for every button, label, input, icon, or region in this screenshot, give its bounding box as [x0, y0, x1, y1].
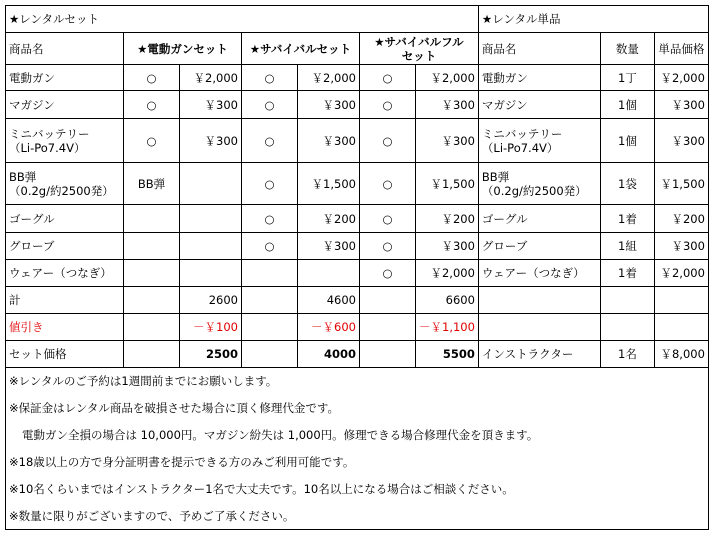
set3-price: ￥2,000: [416, 260, 479, 287]
note-row: [6, 368, 709, 395]
set-price-label: セット価格: [6, 341, 124, 368]
set3-mark: ○: [360, 233, 416, 260]
set2-price: ￥300: [298, 233, 360, 260]
set3-price: ￥300: [416, 119, 479, 163]
single-product-header: 商品名: [478, 33, 600, 65]
column-header-row: [6, 33, 709, 65]
set1-mark: BB弾: [124, 163, 180, 205]
rental-set-heading: ★レンタルセット: [6, 6, 479, 33]
set3-mark: ○: [360, 91, 416, 119]
single-qty: 1着: [600, 205, 654, 233]
instructor-name: インストラクター: [478, 341, 600, 368]
set2-mark: [242, 260, 298, 287]
set1-mark: ○: [124, 91, 180, 119]
single-item-name: [478, 119, 600, 163]
single-price: ￥2,000: [654, 260, 708, 287]
single-item-name-line2: （0.2g/約2500発）: [481, 183, 587, 198]
note-text: ※レンタルのご予約は1週間前までにお願いします。: [6, 368, 709, 395]
table-row: [6, 65, 709, 91]
single-qty: 1個: [600, 91, 654, 119]
set2-price: [298, 260, 360, 287]
item-name: グローブ: [6, 233, 124, 260]
single-qty: 1組: [600, 233, 654, 260]
single-qty: 1着: [600, 260, 654, 287]
set1-mark: [124, 260, 180, 287]
set3-price: ￥300: [416, 233, 479, 260]
unit-price-header: 単品価格: [654, 33, 708, 65]
single-price: ￥300: [654, 119, 708, 163]
note-row: [6, 503, 709, 530]
set3-header-line1: ★サバイバルフル: [374, 34, 464, 49]
table-row: [6, 91, 709, 119]
total-label: 計: [6, 287, 124, 314]
rental-price-sheet: [5, 5, 709, 530]
item-name: [6, 163, 124, 205]
single-price: ￥300: [654, 233, 708, 260]
set3-header: [360, 33, 479, 65]
set3-total: 6600: [416, 287, 479, 314]
set1-price: ￥300: [180, 91, 242, 119]
set1-price: ￥2,000: [180, 65, 242, 91]
set2-price-final: 4000: [298, 341, 360, 368]
single-price: ￥1,500: [654, 163, 708, 205]
set3-header-line2: セット: [401, 48, 437, 63]
set2-price: ￥300: [298, 91, 360, 119]
note-row: [6, 395, 709, 422]
rental-table: [5, 5, 709, 530]
item-name: 電動ガン: [6, 65, 124, 91]
set1-discount: －￥100: [180, 314, 242, 341]
set2-mark: ○: [242, 205, 298, 233]
note-text: ※18歳以上の方で身分証明書を提示できる方のみご利用可能です。: [6, 449, 709, 476]
set3-mark: ○: [360, 119, 416, 163]
qty-header: 数量: [600, 33, 654, 65]
set3-mark: ○: [360, 260, 416, 287]
table-row: [6, 119, 709, 163]
note-text: ※保証金はレンタル商品を破損させた場合に頂く修理代金です。: [6, 395, 709, 422]
set2-mark: ○: [242, 91, 298, 119]
rental-single-heading: ★レンタル単品: [478, 6, 708, 33]
set1-mark: ○: [124, 119, 180, 163]
table-row: [6, 260, 709, 287]
note-text: 電動ガン全損の場合は 10,000円。マガジン紛失は 1,000円。修理できる場合修理代金を頂きます。: [6, 422, 709, 449]
item-name: マガジン: [6, 91, 124, 119]
single-item-name-line2: （Li-Po7.4V）: [481, 140, 559, 155]
note-row: [6, 449, 709, 476]
item-name: ゴーグル: [6, 205, 124, 233]
note-text: ※10名くらいまではインストラクター1名で大丈夫です。10名以上になる場合はご相談ください。: [6, 476, 709, 503]
instructor-qty: 1名: [600, 341, 654, 368]
discount-label: 値引き: [6, 314, 124, 341]
single-qty: 1個: [600, 119, 654, 163]
instructor-price: ￥8,000: [654, 341, 708, 368]
single-item-name: グローブ: [478, 233, 600, 260]
set1-price: [180, 205, 242, 233]
set1-price: [180, 260, 242, 287]
discount-row: [6, 314, 709, 341]
set1-price: [180, 163, 242, 205]
set1-header: ★電動ガンセット: [124, 33, 242, 65]
product-name-header: 商品名: [6, 33, 124, 65]
set1-mark: [124, 233, 180, 260]
single-qty: 1袋: [600, 163, 654, 205]
set3-price: ￥200: [416, 205, 479, 233]
set2-discount: －￥600: [298, 314, 360, 341]
section-header-row: [6, 6, 709, 33]
single-qty: 1丁: [600, 65, 654, 91]
set3-mark: ○: [360, 163, 416, 205]
set2-price: ￥200: [298, 205, 360, 233]
set3-mark: ○: [360, 205, 416, 233]
single-item-name: 電動ガン: [478, 65, 600, 91]
total-row: [6, 287, 709, 314]
item-name-line2: （0.2g/約2500発）: [9, 183, 114, 198]
single-price: ￥300: [654, 91, 708, 119]
item-name-line1: ミニバッテリー: [9, 126, 90, 141]
set3-price: ￥300: [416, 91, 479, 119]
set3-mark: ○: [360, 65, 416, 91]
item-name-line2: （Li-Po7.4V）: [9, 140, 86, 155]
item-name: [6, 119, 124, 163]
set2-mark: ○: [242, 119, 298, 163]
set3-price-final: 5500: [416, 341, 479, 368]
set3-price: ￥2,000: [416, 65, 479, 91]
set2-mark: ○: [242, 163, 298, 205]
set1-price: [180, 233, 242, 260]
single-item-name-line1: ミニバッテリー: [481, 126, 563, 141]
set2-price: ￥2,000: [298, 65, 360, 91]
set1-mark: ○: [124, 65, 180, 91]
set-price-row: [6, 341, 709, 368]
set2-total: 4600: [298, 287, 360, 314]
single-price: ￥2,000: [654, 65, 708, 91]
set1-price-final: 2500: [180, 341, 242, 368]
table-row: [6, 163, 709, 205]
set1-total: 2600: [180, 287, 242, 314]
set2-price: ￥300: [298, 119, 360, 163]
set2-header: ★サバイバルセット: [242, 33, 360, 65]
item-name: ウェアー（つなぎ）: [6, 260, 124, 287]
single-item-name: マガジン: [478, 91, 600, 119]
single-item-name: ウェアー（つなぎ）: [478, 260, 600, 287]
set1-mark: [124, 205, 180, 233]
set2-price: ￥1,500: [298, 163, 360, 205]
single-price: ￥200: [654, 205, 708, 233]
note-text: ※数量に限りがございますので、予めご了承ください。: [6, 503, 709, 530]
set1-price: ￥300: [180, 119, 242, 163]
note-row: [6, 476, 709, 503]
set2-mark: ○: [242, 233, 298, 260]
set3-price: ￥1,500: [416, 163, 479, 205]
table-row: [6, 205, 709, 233]
set3-discount: －￥1,100: [416, 314, 479, 341]
note-row: [6, 422, 709, 449]
item-name-line1: BB弾: [9, 169, 37, 184]
set2-mark: ○: [242, 65, 298, 91]
table-row: [6, 233, 709, 260]
single-item-name: [478, 163, 600, 205]
single-item-name-line1: BB弾: [481, 169, 510, 184]
single-item-name: ゴーグル: [478, 205, 600, 233]
